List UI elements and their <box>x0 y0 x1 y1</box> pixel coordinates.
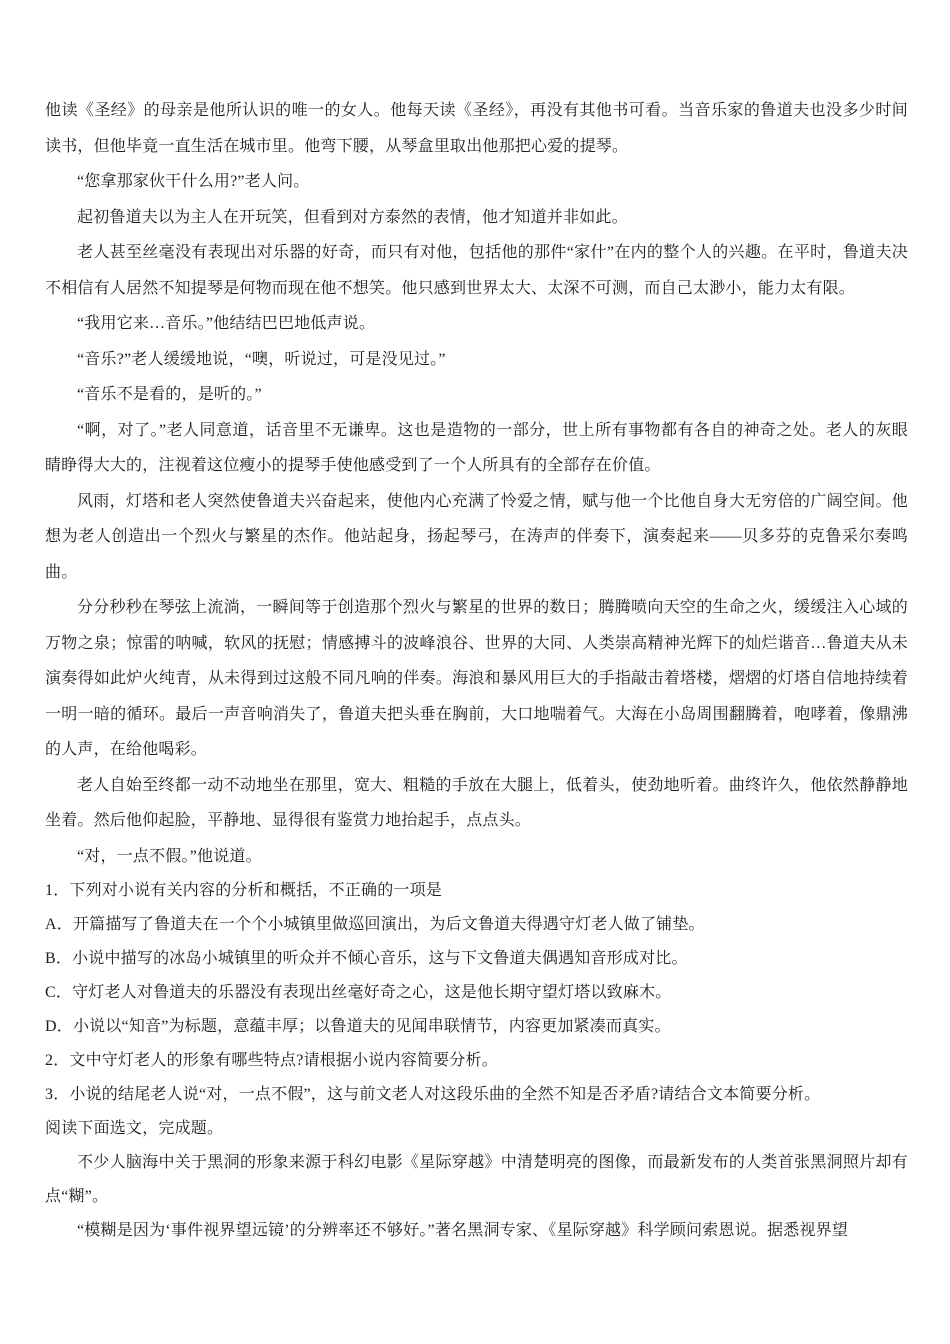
passage-paragraph: “对，一点不假。”他说道。 <box>77 847 262 865</box>
passage-paragraph: 他读《圣经》的母亲是他所认识的唯一的女人。他每天读《圣经》，再没有其他书可看。当音乐家的鲁道夫也没多少时间读书，但他毕竟一直生活在城市里。他弯下腰，从琴盒里取出他那把心爱的提琴。 <box>45 102 908 155</box>
passage-paragraph: “模糊是因为‘事件视界望远镜’的分辨率还不够好。”著名黑洞专家、《星际穿越》科学顾问索恩说。据悉视界望 <box>77 1222 849 1239</box>
passage-paragraph: “您拿那家伙干什么用?”老人问。 <box>77 173 310 190</box>
passage-paragraph: 分分秒秒在琴弦上流淌，一瞬间等于创造那个烈火与繁星的世界的数日；腾腾喷向天空的生命之火，缓缓注入心域的万物之泉；惊雷的呐喊，软风的抚慰；情感搏斗的波峰浪谷、世界的大同、人类崇高精神光辉下的灿烂谐音…鲁道夫从未演奏得如此炉火纯青，从未得到过这般不同凡响的伴奏。海浪和暴风用巨大的手指敲击着塔楼，熠熠的灯塔自信地持续着一明一暗的循环。最后一声音响消失了，鲁道夫把头垂在胸前，大口地喘着气。大海在小岛周围翻腾着，咆哮着，像鼎沸的人声，在给他喝彩。 <box>45 599 908 758</box>
passage-paragraph: 老人自始至终都一动不动地坐在那里，宽大、粗糙的手放在大腿上，低着头，使劲地听着。曲终许久，他依然静静地坐着。然后他仰起脸，平静地、显得很有鉴赏力地抬起手，点点头。 <box>45 776 908 829</box>
question-line: C．守灯老人对鲁道夫的乐器没有表现出丝毫好奇之心，这是他长期守望灯塔以致麻木。 <box>45 984 672 1001</box>
question-line: A．开篇描写了鲁道夫在一个个小城镇里做巡回演出，为后文鲁道夫得遇守灯老人做了铺垫。 <box>45 916 705 933</box>
question-line: B．小说中描写的冰岛小城镇里的听众并不倾心音乐，这与下文鲁道夫偶遇知音形成对比。 <box>45 950 688 967</box>
passage-zhiyin <box>45 93 908 874</box>
question-line: 2．文中守灯老人的形象有哪些特点?请根据小说内容简要分析。 <box>45 1052 498 1069</box>
passage-paragraph: “我用它来…音乐。”他结结巴巴地低声说。 <box>77 315 376 332</box>
passage-paragraph: “音乐?”老人缓缓地说，“噢，听说过，可是没见过。” <box>77 350 446 368</box>
question-line: 1．下列对小说有关内容的分析和概括，不正确的一项是 <box>45 882 443 899</box>
passage-paragraph: “啊，对了。”老人同意道，话音里不无谦卑。这也是造物的一部分，世上所有事物都有各自的神奇之处。老人的灰眼睛睁得大大的，注视着这位瘦小的提琴手使他感受到了一个人所具有的全部存在价值。 <box>45 421 908 474</box>
question-list <box>45 874 908 1112</box>
section-prompt: 阅读下面选文，完成题。 <box>45 1120 224 1137</box>
question-line: 3．小说的结尾老人说“对，一点不假”，这与前文老人对这段乐曲的全然不知是否矛盾?请结合文本简要分析。 <box>45 1086 821 1103</box>
passage-paragraph: 老人甚至丝毫没有表现出对乐器的好奇，而只有对他，包括他的那件“家什”在内的整个人的兴趣。在平时，鲁道夫决不相信有人居然不知提琴是何物而现在他不想笑。他只感到世界太大、太深不可测，而自己太渺小，能力太有限。 <box>45 244 908 297</box>
passage-paragraph: 不少人脑海中关于黑洞的形象来源于科幻电影《星际穿越》中清楚明亮的图像，而最新发布的人类首张黑洞照片却有点“糊”。 <box>45 1154 908 1205</box>
passage-blackhole <box>45 1146 908 1248</box>
passage-paragraph: 起初鲁道夫以为主人在开玩笑，但看到对方泰然的表情，他才知道并非如此。 <box>77 208 628 226</box>
passage-paragraph: “音乐不是看的，是听的。” <box>77 386 262 403</box>
questions-and-next-passage <box>45 874 908 1248</box>
question-line: D．小说以“知音”为标题，意蕴丰厚；以鲁道夫的见闻串联情节，内容更加紧凑而真实。 <box>45 1018 671 1035</box>
passage-paragraph: 风雨，灯塔和老人突然使鲁道夫兴奋起来，使他内心充满了怜爱之情，赋与他一个比他自身大无穷倍的广阔空间。他想为老人创造出一个烈火与繁星的杰作。他站起身，扬起琴弓，在涛声的伴奏下，演奏起来——贝多芬的克鲁采尔奏鸣曲。 <box>45 492 908 581</box>
